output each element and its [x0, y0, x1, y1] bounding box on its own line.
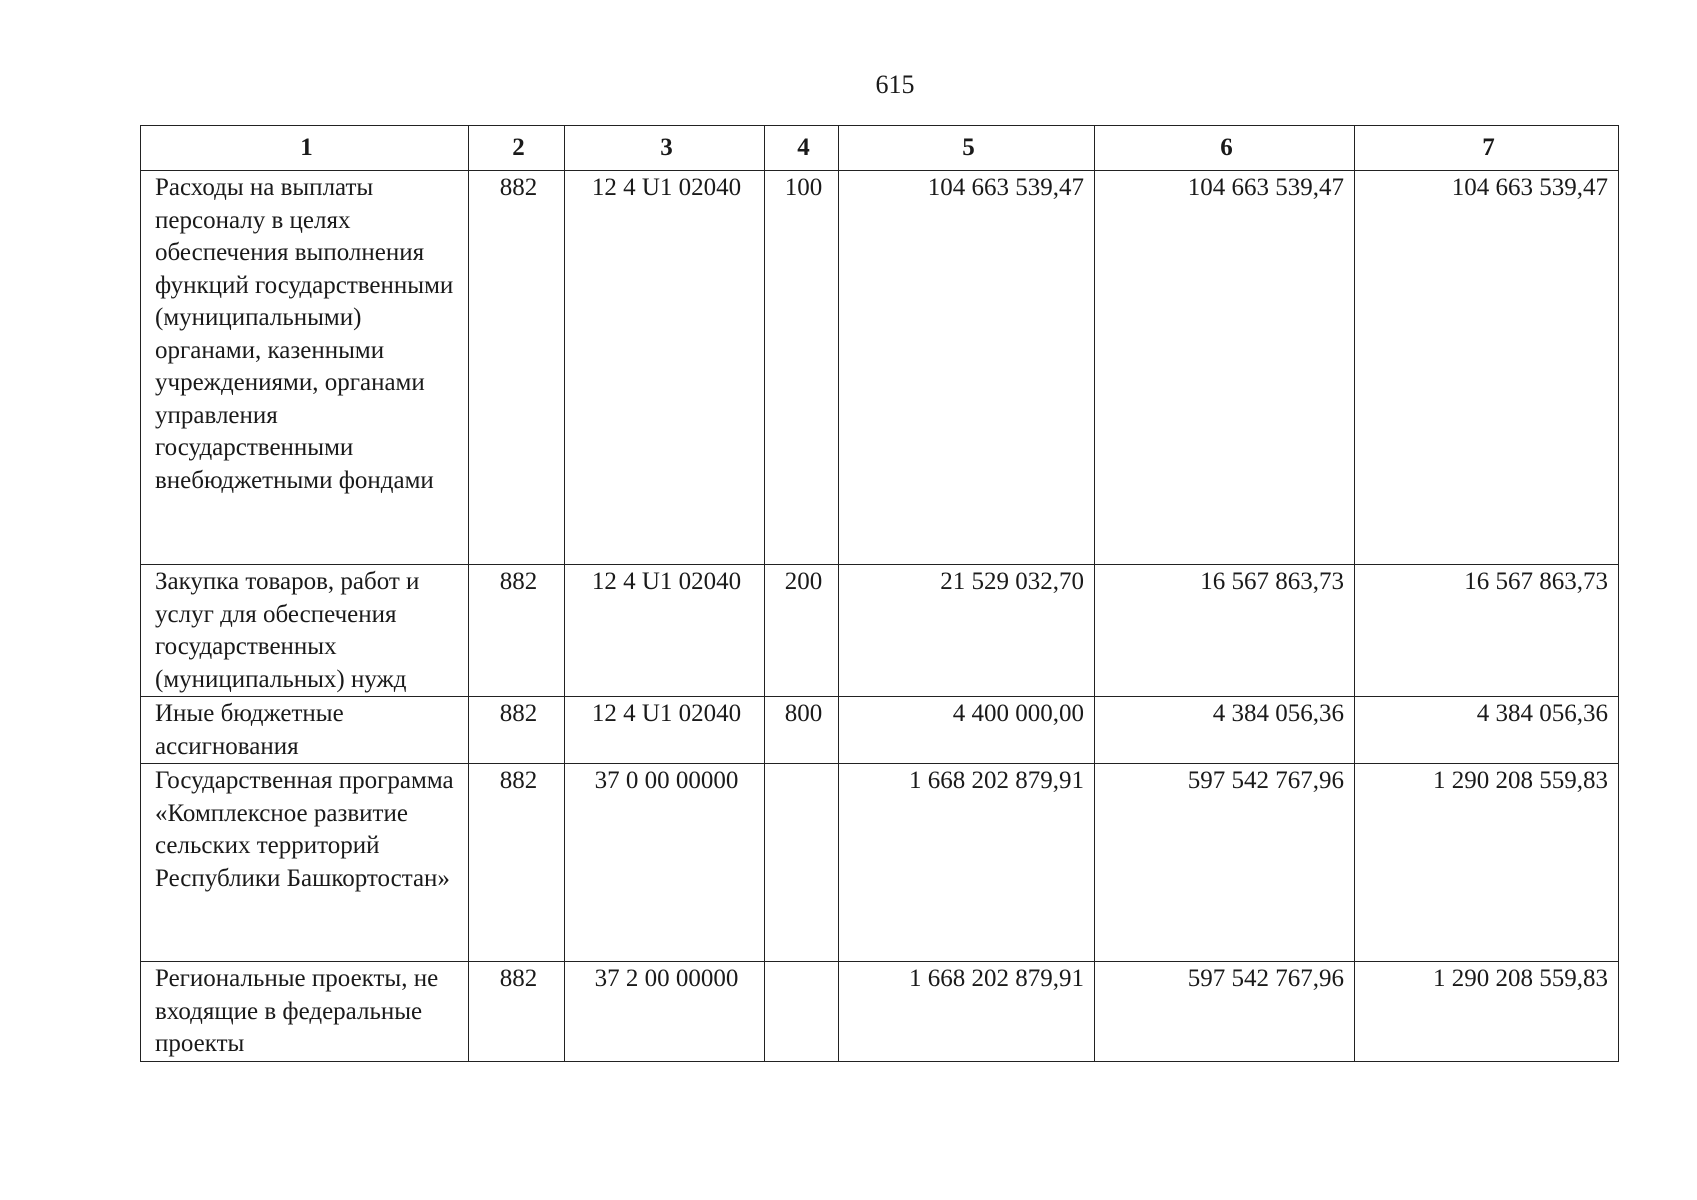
target-code: 37 0 00 00000 — [565, 764, 765, 962]
expense-type — [765, 962, 839, 1062]
amount-col-7: 16 567 863,73 — [1355, 565, 1619, 697]
target-code: 37 2 00 00000 — [565, 962, 765, 1062]
table-row — [141, 962, 1619, 1062]
header-col-4: 4 — [765, 126, 839, 171]
admin-code: 882 — [469, 697, 565, 764]
header-col-2: 2 — [469, 126, 565, 171]
admin-code: 882 — [469, 764, 565, 962]
expense-name: Государственная программа «Комплексное развитие сельских территорий Республики Башкортостан» — [141, 764, 469, 962]
admin-code: 882 — [469, 565, 565, 697]
expense-type: 100 — [765, 171, 839, 565]
expense-name: Региональные проекты, не входящие в федеральные проекты — [141, 962, 469, 1062]
table-row — [141, 171, 1619, 565]
amount-col-6: 4 384 056,36 — [1095, 697, 1355, 764]
page-number: 615 — [875, 70, 915, 99]
table-row — [141, 764, 1619, 962]
amount-col-6: 104 663 539,47 — [1095, 171, 1355, 565]
target-code: 12 4 U1 02040 — [565, 171, 765, 565]
amount-col-7: 1 290 208 559,83 — [1355, 962, 1619, 1062]
expense-type: 200 — [765, 565, 839, 697]
header-row — [141, 126, 1619, 171]
amount-col-5: 4 400 000,00 — [839, 697, 1095, 764]
amount-col-7: 4 384 056,36 — [1355, 697, 1619, 764]
table-row — [141, 697, 1619, 764]
amount-col-6: 597 542 767,96 — [1095, 764, 1355, 962]
header-col-1: 1 — [141, 126, 469, 171]
expense-name: Расходы на выплаты персоналу в целях обеспечения выполнения функций государственными (муниципальными) органами, казенными учреждениями, органами управления государственными внебюджетными фондами — [141, 171, 469, 565]
amount-col-5: 21 529 032,70 — [839, 565, 1095, 697]
amount-col-6: 597 542 767,96 — [1095, 962, 1355, 1062]
amount-col-7: 104 663 539,47 — [1355, 171, 1619, 565]
admin-code: 882 — [469, 171, 565, 565]
expense-name: Иные бюджетные ассигнования — [141, 697, 469, 764]
amount-col-5: 104 663 539,47 — [839, 171, 1095, 565]
target-code: 12 4 U1 02040 — [565, 565, 765, 697]
header-col-6: 6 — [1095, 126, 1355, 171]
expense-type — [765, 764, 839, 962]
budget-table — [140, 125, 1619, 1062]
expense-type: 800 — [765, 697, 839, 764]
table-row — [141, 565, 1619, 697]
amount-col-6: 16 567 863,73 — [1095, 565, 1355, 697]
amount-col-5: 1 668 202 879,91 — [839, 764, 1095, 962]
amount-col-7: 1 290 208 559,83 — [1355, 764, 1619, 962]
target-code: 12 4 U1 02040 — [565, 697, 765, 764]
header-col-3: 3 — [565, 126, 765, 171]
amount-col-5: 1 668 202 879,91 — [839, 962, 1095, 1062]
admin-code: 882 — [469, 962, 565, 1062]
header-col-5: 5 — [839, 126, 1095, 171]
header-col-7: 7 — [1355, 126, 1619, 171]
expense-name: Закупка товаров, работ и услуг для обеспечения государственных (муниципальных) нужд — [141, 565, 469, 697]
